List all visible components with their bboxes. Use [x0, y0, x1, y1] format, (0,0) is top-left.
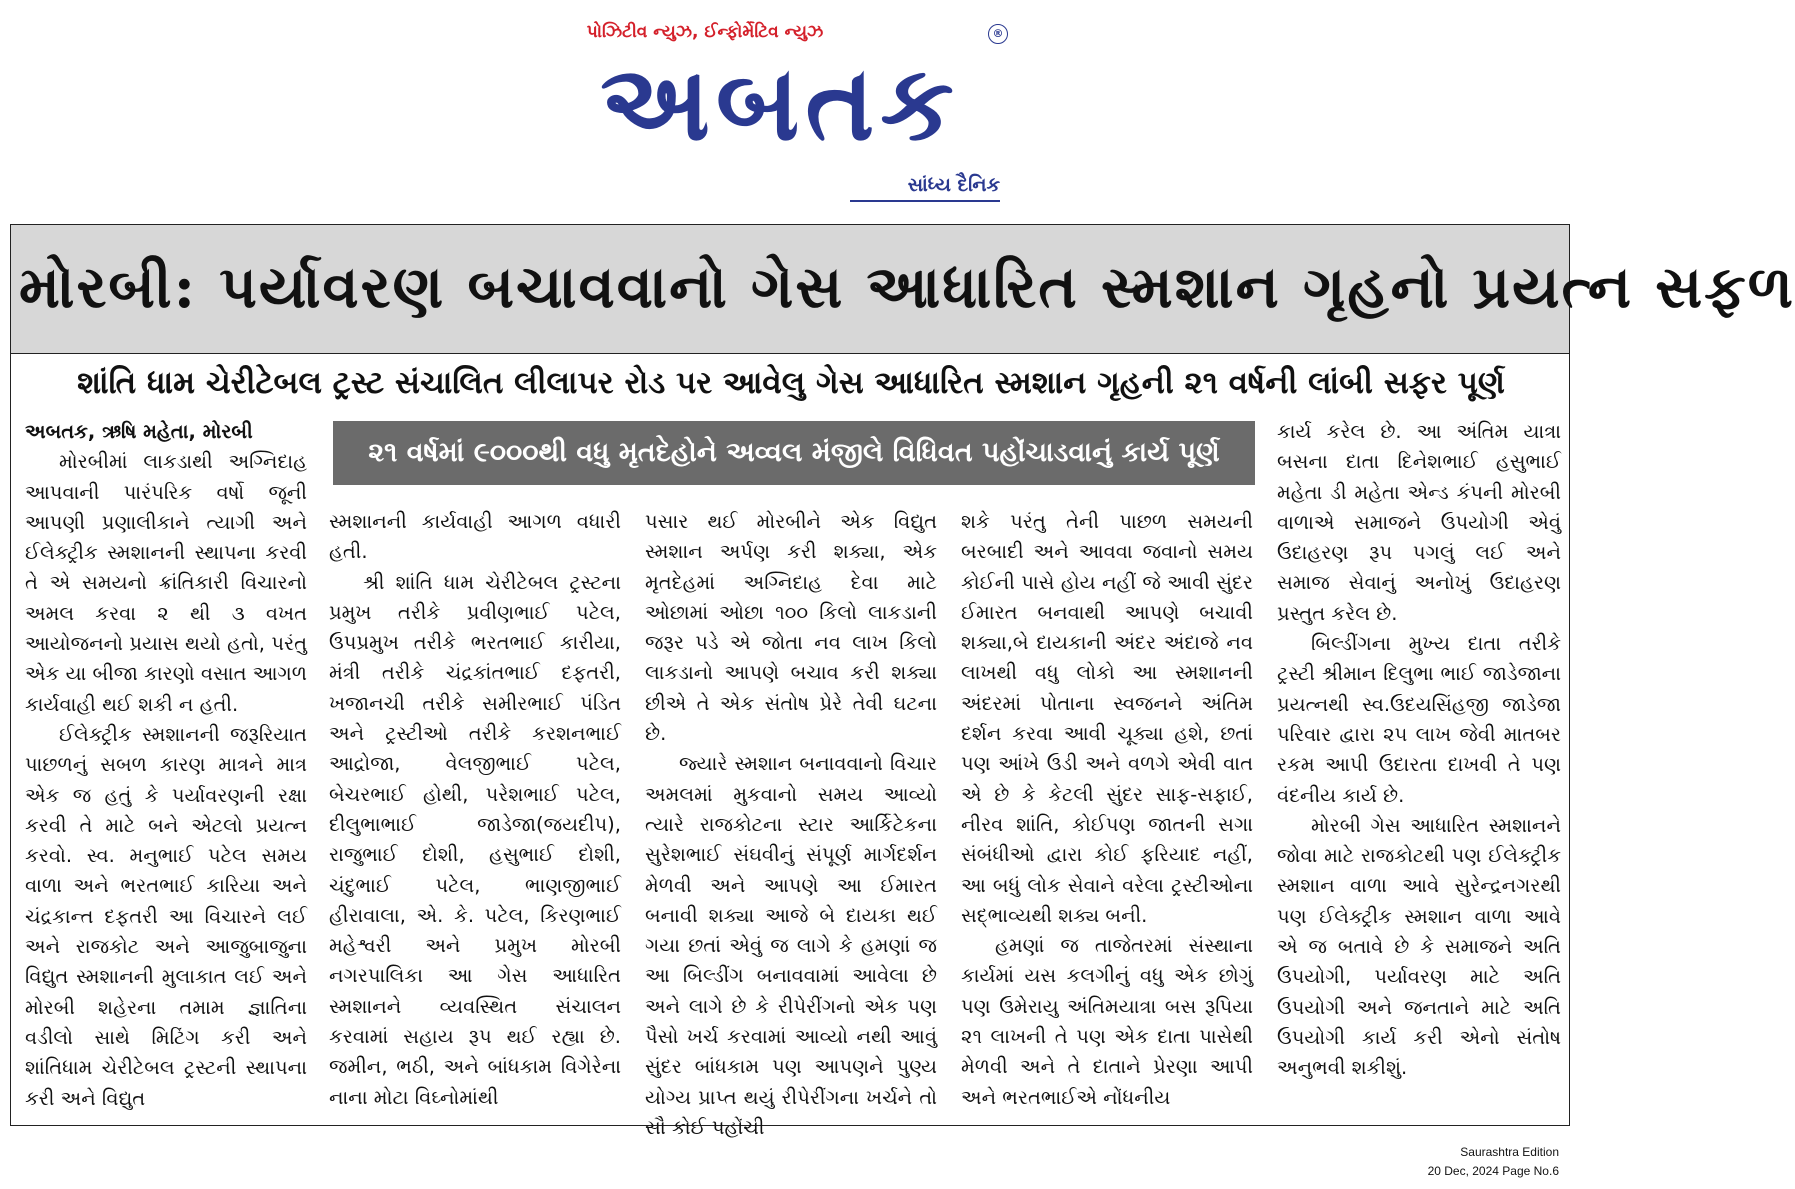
article-column-5: [1277, 417, 1561, 1117]
edition-label: Saurashtra Edition: [1460, 1145, 1559, 1159]
article-column-1: [25, 417, 307, 1117]
paragraph: કાર્ય કરેલ છે. આ અંતિમ યાત્રા બસના દાતા દિનેશભાઈ હસુભાઈ મહેતા ડી મહેતા એન્ડ કંપની મોરબી વાળાએ સમાજને ઉપયોગી એવું ઉદાહરણ રૂપ પગલું લઈ અને સમાજ સેવાનું અનોખું ઉદાહરણ પ્રસ્તુત કરેલ છે.: [1277, 420, 1561, 625]
paragraph: મોરબી ગેસ આધારિત સ્મશાનને જોવા માટે રાજકોટથી પણ ઈલેક્ટ્રીક સ્મશાન વાળા આવે સુરેન્દ્રનગરથી પણ ઈલેક્ટ્રીક સ્મશાન વાળા આવે એ જ બતાવે છે કે સમાજને અતિ ઉપયોગી, પર્યાવરણ માટે અતિ ઉપયોગી અને જનતાને માટે અતિ ઉપયોગી કાર્ય કરી એનો સંતોષ અનુભવી શકીશું.: [1277, 813, 1561, 1080]
edition-underline: [850, 200, 1000, 202]
masthead: [560, 18, 1010, 203]
article-box: [10, 224, 1795, 1139]
paragraph: પસાર થઈ મોરબીને એક વિદ્યુત સ્મશાન અર્પણ કરી શક્યા, એક મૃતદેહમાં અગ્નિદાહ દેવા માટે ઓછામાં ઓછા ૧૦૦ કિલો લાકડાની જરૂર પડે એ જોતા નવ લાખ કિલો લાકડાનો આપણે બચાવ કરી શક્યા છીએ તે એક સંતોષ પ્રેરે તેવી ઘટના છે.: [645, 510, 937, 746]
article-byline: અબતક, ઋષિ મહેતા, મોરબી: [25, 420, 253, 443]
article-headline: મોરબી: પર્યાવરણ બચાવવાનો ગેસ આધારિત સ્મશાન ગૃહનો પ્રયત્ન સફળ: [19, 253, 1795, 321]
paragraph: સ્મશાનની કાર્યવાહી આગળ વધારી હતી.: [329, 510, 621, 564]
paragraph: બિલ્ડીંગના મુખ્ય દાતા તરીકે ટ્રસ્ટી શ્રીમાન દિલુભા ભાઈ જાડેજાના પ્રયત્નથી સ્વ.ઉદયસિંહજી જાડેજા પરિવાર દ્વારા ૨૫ લાખ જેવી માતબર રકમ આપી ઉદારતા દાખવી તે પણ વંદનીય કાર્ય છે.: [1277, 632, 1561, 807]
paragraph: હમણાં જ તાજેતરમાં સંસ્થાના કાર્યમાં યસ કલગીનું વધુ એક છોગું પણ ઉમેરાયુ અંતિમયાત્રા બસ રૂપિયા ૨૧ લાખની તે પણ એક દાતા પાસેથી મેળવી અને તે દાતાને પ્રેરણા આપી અને ભરતભાઈએ નોંધનીય: [961, 934, 1253, 1109]
article-column-3: [645, 507, 937, 1139]
inner-headline: ૨૧ વર્ષમાં ૯૦૦૦થી વધુ મૃતદેહોને અવ્વલ મંજીલે વિધિવત પહોંચાડવાનું કાર્ય પૂર્ણ: [333, 421, 1255, 485]
date-page-label: 20 Dec, 2024 Page No.6: [1427, 1164, 1559, 1178]
edition-type: સાંધ્ય દૈનિક: [907, 174, 1000, 196]
article-column-2: [329, 507, 621, 1117]
page-footer: [1428, 1143, 1559, 1181]
registered-mark-icon: ®: [988, 24, 1008, 44]
paragraph: શકે પરંતુ તેની પાછળ સમયની બરબાદી અને આવવા જવાનો સમય કોઈની પાસે હોય નહીં જે આવી સુંદર ઈમારત બનવાથી આપણે બચાવી શક્યા,બે દાયકાની અંદર અંદાજે નવ લાખથી વધુ લોકો આ સ્મશાનની અંદરમાં પોતાના સ્વજનને અંતિમ દર્શન કરવા આવી ચૂક્યા હશે, છતાં પણ આંખે ઉડી અને વળગે એવી વાત એ છે કે કેટલી સુંદર સાફ-સફાઈ, નીરવ શાંતિ, કોઈપણ જાતની સગા સંબંધીઓ દ્વારા કોઈ ફરિયાદ નહીં, આ બધું લોક સેવાને વરેલા ટ્રસ્ટીઓના સદ્ભાવ્યથી શક્ય બની.: [961, 510, 1253, 927]
masthead-tagline: પોઝિટીવ ન્યુઝ, ઈન્ફોર્મેટિવ ન્યુઝ: [586, 22, 824, 42]
article-column-4: [961, 507, 1253, 1117]
article-subheadline: શાંતિ ધામ ચેરીટેબલ ટ્રસ્ટ સંચાલિત લીલાપર રોડ પર આવેલુ ગેસ આધારિત સ્મશાન ગૃહની ૨૧ વર્ષની લાંબી સફર પૂર્ણ: [77, 365, 1505, 401]
paragraph: જ્યારે સ્મશાન બનાવવાનો વિચાર અમલમાં મુકવાનો સમય આવ્યો ત્યારે રાજકોટના સ્ટાર આર્કિટેકના સુરેશભાઈ સંઘવીનું સંપૂર્ણ માર્ગદર્શન મેળવી અને આપણે આ ઈમારત બનાવી શક્યા આજે બે દાયકા થઈ ગયા છતાં એવું જ લાગે કે હમણાં જ આ બિલ્ડીંગ બનાવવામાં આવેલા છે અને લાગે છે કે રીપેરીંગનો એક પણ પૈસો ખર્ચ કરવામાં આવ્યો નથી આવું સુંદર બાંધકામ પણ આપણને પુણ્ય યોગ્ય પ્રાપ્ત થયું રીપેરીંગના ખર્ચને તો સૌ કોઈ પહોંચી: [645, 752, 937, 1139]
headline-band: [11, 225, 1795, 354]
newspaper-logo: અબતક: [600, 42, 960, 164]
paragraph: શ્રી શાંતિ ધામ ચેરીટેબલ ટ્રસ્ટના પ્રમુખ તરીકે પ્રવીણભાઈ પટેલ, ઉપપ્રમુખ તરીકે ભરતભાઈ કારીયા, મંત્રી તરીકે ચંદ્રકાંતભાઈ દફતરી, ખજાનચી તરીકે સમીરભાઈ પંડિત અને ટ્રસ્ટીઓ તરીકે કરશનભાઈ આદ્રોજા, વેલજીભાઈ પટેલ, બેચરભાઈ હોથી, પરેશભાઈ પટેલ, દીલુભાભાઈ જાડેજા(જયદીપ), રાજુભાઈ દોશી, હસુભાઈ દોશી, ચંદુભાઈ પટેલ, ભાણજીભાઈ હીરાવાલા, એ. કે. પટેલ, કિરણભાઈ મહેશ્વરી અને પ્રમુખ મોરબી નગરપાલિકા આ ગેસ આધારિત સ્મશાનને વ્યવસ્થિત સંચાલન કરવામાં સહાય રૂપ થઈ રહ્યા છે. જમીન, ભઠી, અને બાંધકામ વિગેરેના નાના મોટા વિઘ્નોમાંથી: [329, 570, 621, 1109]
paragraph: મોરબીમાં લાકડાથી અગ્નિદાહ આપવાની પારંપરિક વર્ષો જૂની આપણી પ્રણાલીકાને ત્યાગી અને ઈલેક્ટ્રીક સ્મશાનની સ્થાપના કરવી તે એ સમયનો ક્રાંતિકારી વિચારનો અમલ કરવા ૨ થી ૩ વખત આયોજનનો પ્રયાસ થયો હતો, પરંતુ એક યા બીજા કારણો વસાત આગળ કાર્યવાહી થઈ શકી ન હતી.: [25, 450, 307, 716]
paragraph: ઈલેક્ટ્રીક સ્મશાનની જરૂરિયાત પાછળનું સબળ કારણ માત્રને માત્ર એક જ હતું કે પર્યાવરણની રક્ષા કરવી તે માટે બને એટલો પ્રયત્ન કરવો. સ્વ. મનુભાઈ પટેલ સમય વાળા અને ભરતભાઈ કારિયા અને ચંદ્રકાન્ત દફતરી આ વિચારને લઈ અને રાજકોટ અને આજુબાજુના વિદ્યુત સ્મશાનની મુલાકાત લઈ અને મોરબી શહેરના તમામ જ્ઞાતિના વડીલો સાથે મિટિંગ કરી અને શાંતિધામ ચેરીટેબલ ટ્રસ્ટની સ્થાપના કરી અને વિદ્યુત: [25, 722, 307, 1110]
